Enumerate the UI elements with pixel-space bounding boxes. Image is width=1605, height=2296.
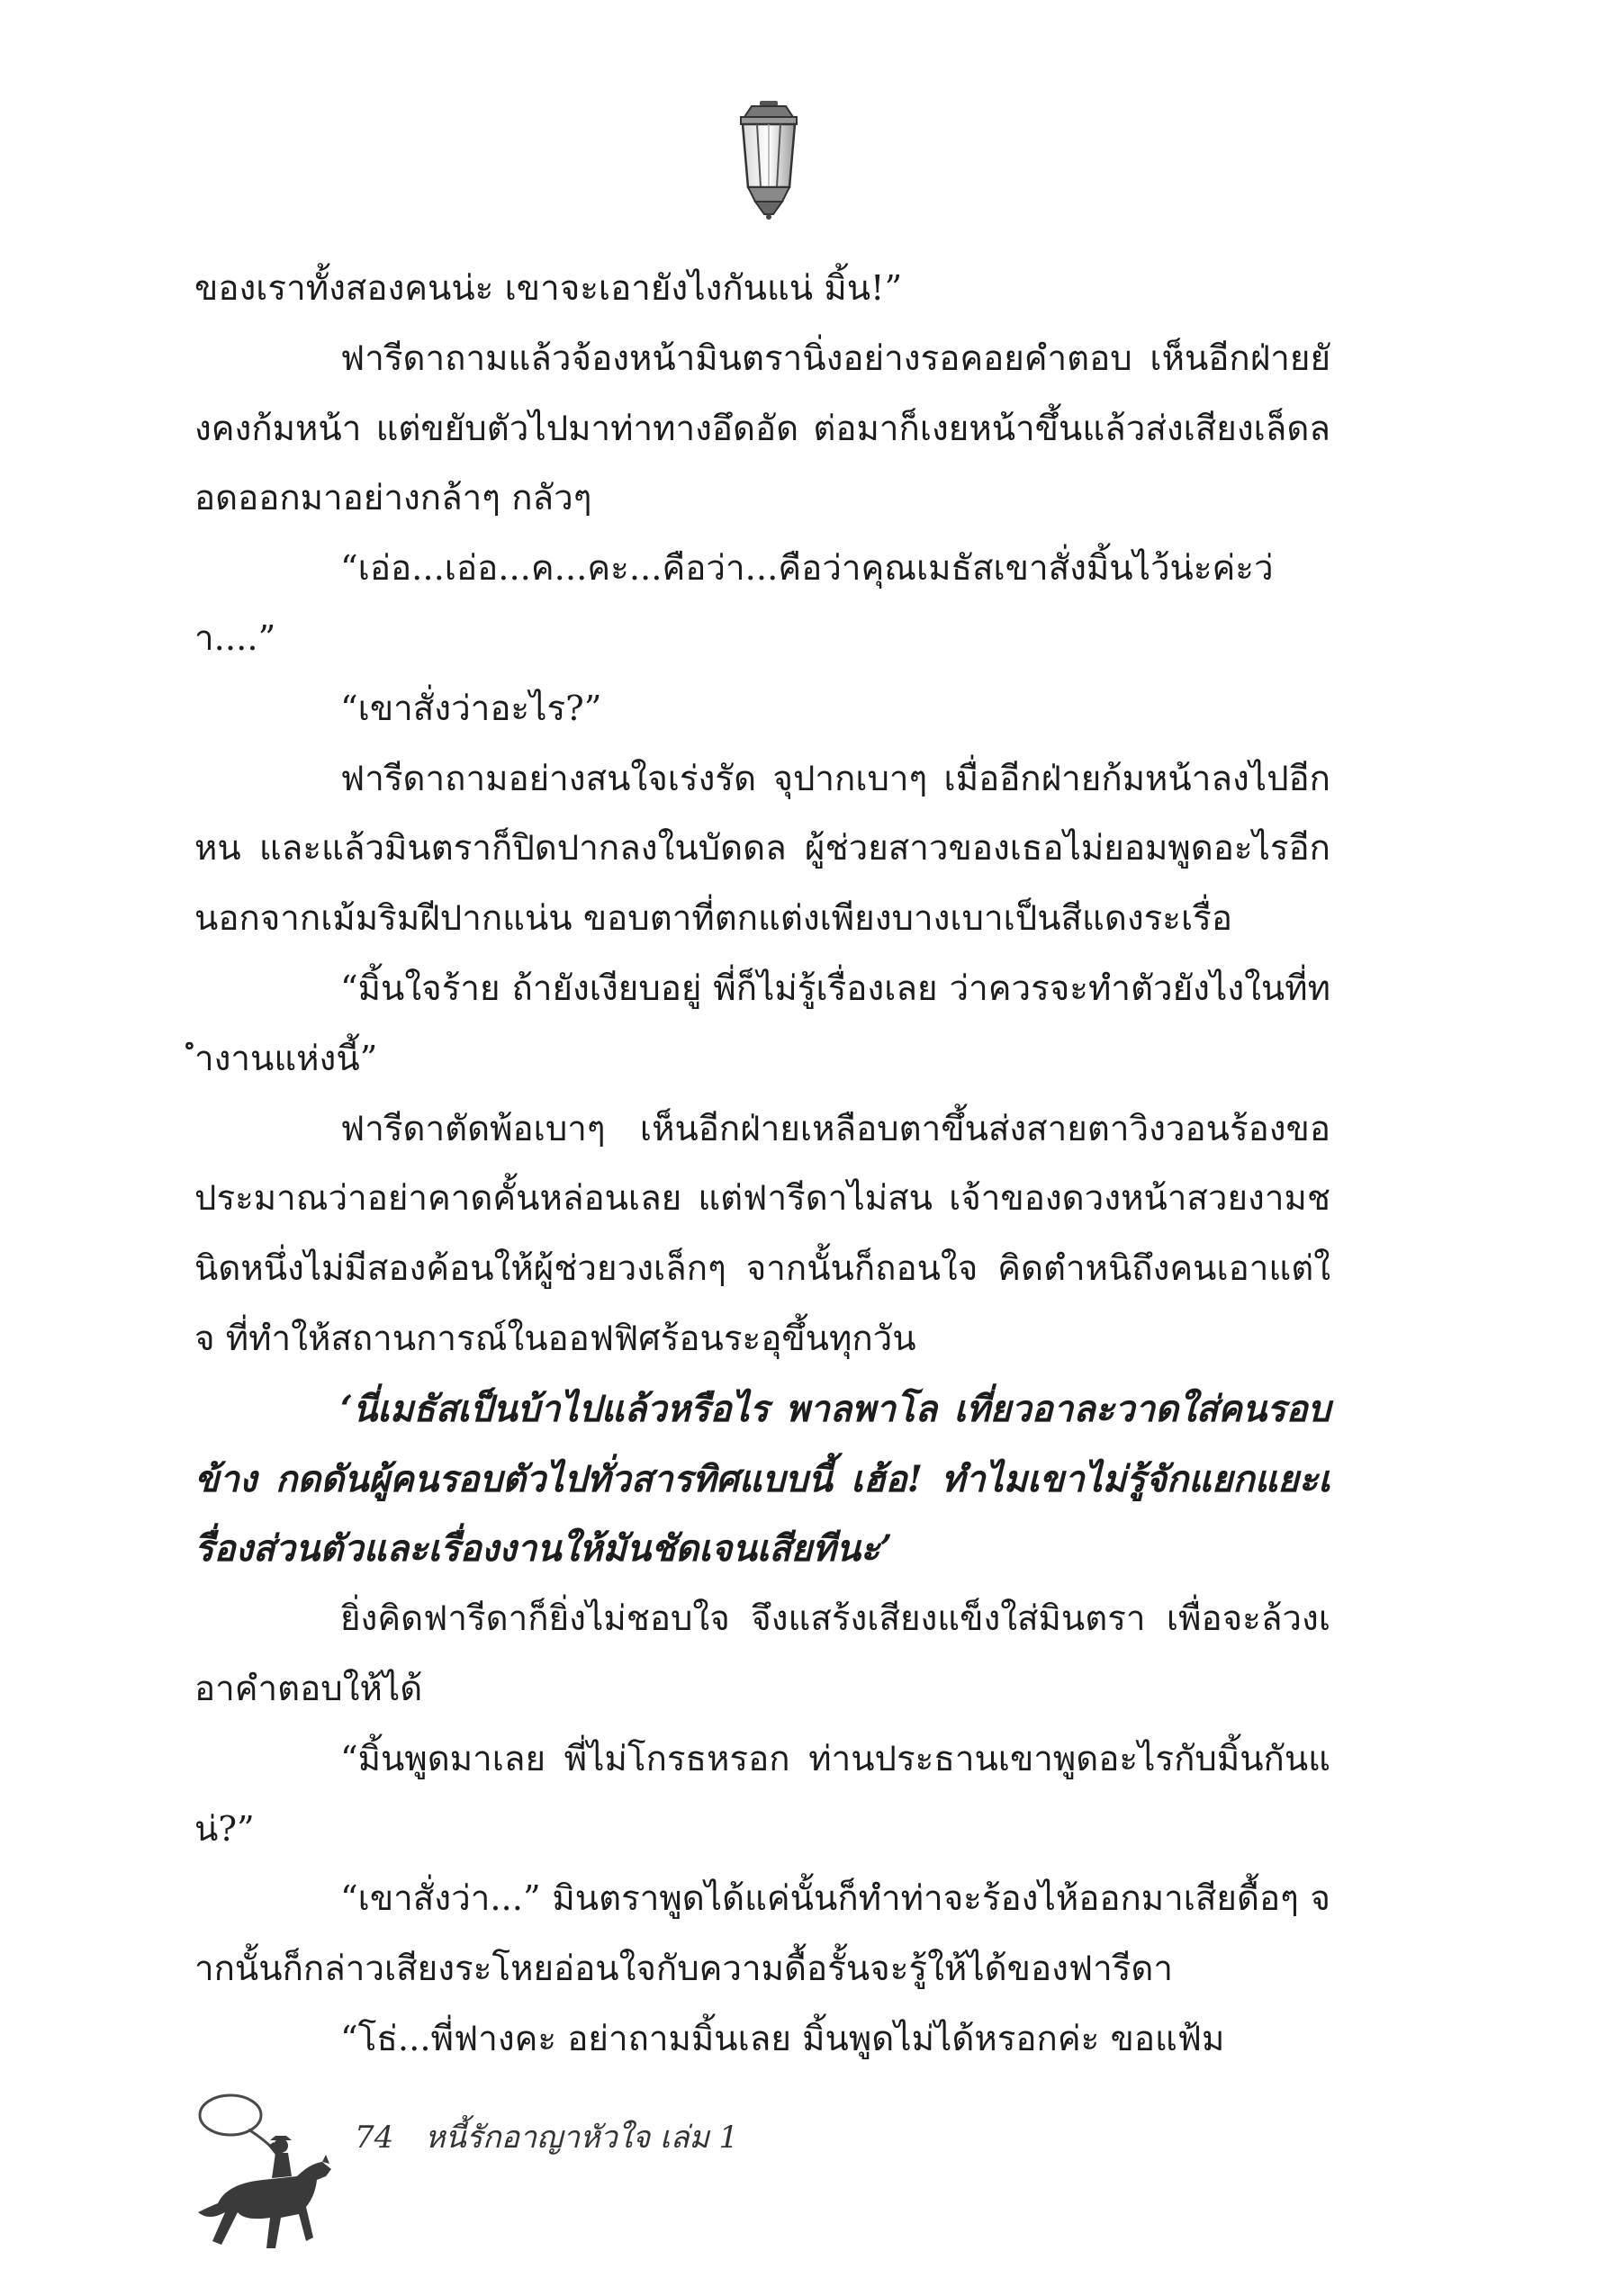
page-footer [355, 2112, 738, 2161]
paragraph: ยิ่งคิดฟารีดาก็ยิ่งไม่ชอบใจ จึงแสร้งเสียงแข็งใส่มินตรา เพื่อจะล้วงเอาคำตอบให้ได้ [194, 1598, 1330, 1709]
paragraph: “มิ้นใจร้าย ถ้ายังเงียบอยู่ พี่ก็ไม่รู้เรื่องเลย ว่าควรจะทำตัวยังไงในที่ทำงานแห่งนี้” [194, 968, 1330, 1079]
paragraph: ฟารีดาถามอย่างสนใจเร่งรัด จุปากเบาๆ เมื่ออีกฝ่ายก้มหน้าลงไปอีกหน และแล้วมินตราก็ปิดปากลงในบัดดล ผู้ช่วยสาวของเธอไม่ยอมพูดอะไรอีก นอกจากเม้มริมฝีปากแน่น ขอบตาที่ตกแต่งเพียงบางเบาเป็นสีแดงระเรื่อ [194, 758, 1330, 940]
paragraph: ฟารีดาถามแล้วจ้องหน้ามินตรานิ่งอย่างรอคอยคำตอบ เห็นอีกฝ่ายยังคงก้มหน้า แต่ขยับตัวไปมาท่าทางอึดอัด ต่อมาก็เงยหน้าขึ้นแล้วส่งเสียงเล็ดลอดออกมาอย่างกล้าๆ กลัวๆ [194, 338, 1330, 519]
page-body-text [194, 254, 1330, 2075]
paragraph: ฟารีดาตัดพ้อเบาๆ เห็นอีกฝ่ายเหลือบตาขึ้นส่งสายตาวิงวอนร้องขอ ประมาณว่าอย่าคาดคั้นหล่อนเลย แต่ฟารีดาไม่สน เจ้าของดวงหน้าสวยงามชนิดหนึ่งไม่มีสองค้อนให้ผู้ช่วยวงเล็กๆ จากนั้นก็ถอนใจ คิดตำหนิถึงคนเอาแต่ใจ ที่ทำให้สถานการณ์ในออฟฟิศร้อนระอุขึ้นทุกวัน [194, 1108, 1330, 1359]
cowboy-rider-silhouette-icon [191, 2086, 342, 2277]
paragraph: “เขาสั่งว่า...” มินตราพูดได้แค่นั้นก็ทำท่าจะร้องไห้ออกมาเสียดื้อๆ จากนั้นก็กล่าวเสียงระโหยอ่อนใจกับความดื้อรั้นจะรู้ให้ได้ของฟารีดา [194, 1878, 1330, 1990]
lantern-ornament-icon [735, 101, 802, 220]
paragraph: “โธ่...พี่ฟางคะ อย่าถามมิ้นเลย มิ้นพูดไม่ได้หรอกค่ะ ขอแฟ้ม [340, 2018, 1225, 2059]
paragraph: “มิ้นพูดมาเลย พี่ไม่โกรธหรอก ท่านประธานเขาพูดอะไรกับมิ้นกันแน่?” [194, 1738, 1330, 1850]
paragraph: “เขาสั่งว่าอะไร?” [340, 688, 602, 729]
paragraph: “เอ่อ...เอ่อ...ค...คะ...คือว่า...คือว่าคุณเมธัสเขาสั่งมิ้นไว้น่ะค่ะว่า....” [194, 548, 1274, 659]
book-title: หนี้รักอาญาหัวใจ เล่ม 1 [425, 2120, 739, 2156]
paragraph: ของเราทั้งสองคนน่ะ เขาจะเอายังไงกันแน่ มิ้น!” [194, 268, 903, 309]
page-number: 74 [355, 2120, 394, 2156]
paragraph: ‘นี่เมธัสเป็นบ้าไปแล้วหรือไร พาลพาโล เที่ยวอาละวาดใส่คนรอบข้าง กดดันผู้คนรอบตัวไปทั่วสารทิศแบบนี้ เฮ้อ! ทำไมเขาไม่รู้จักแยกแยะเรื่องส่วนตัวและเรื่องงานให้มันชัดเจนเสียทีนะ’ [194, 1387, 1330, 1571]
